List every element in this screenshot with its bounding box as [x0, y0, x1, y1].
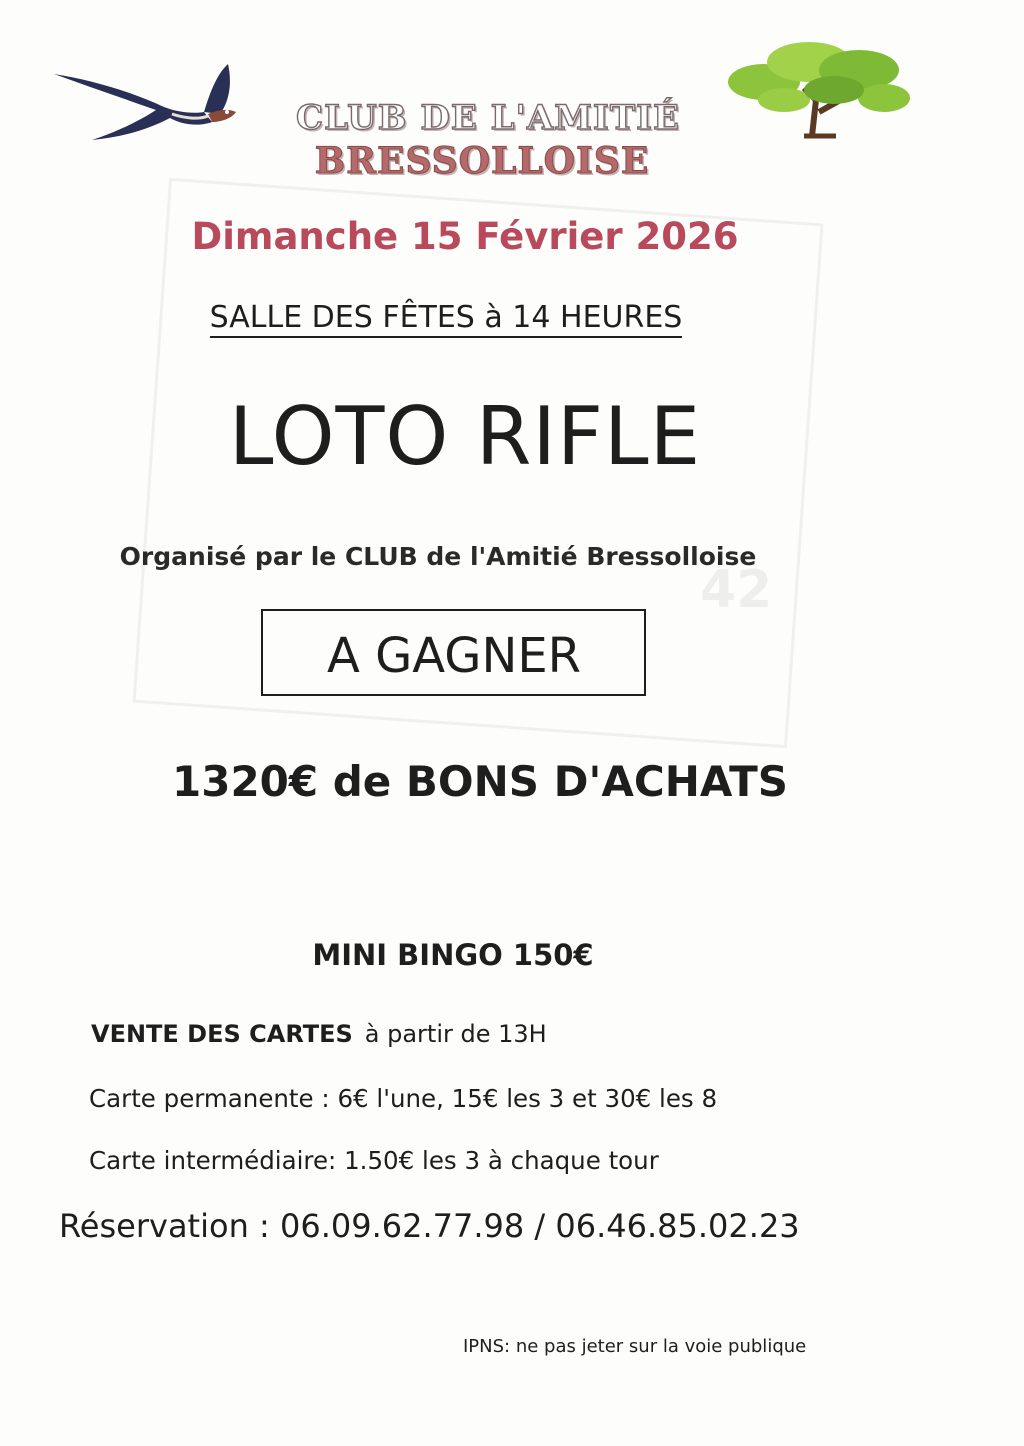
card-sale-time: à partir de 13H [364, 1020, 547, 1048]
intermediate-card-price: Carte intermédiaire: 1.50€ les 3 à chaque tour [89, 1146, 659, 1175]
permanent-card-price: Carte permanente : 6€ l'une, 15€ les 3 et 30€ les 8 [89, 1084, 718, 1113]
reservation-phones: Réservation : 06.09.62.77.98 / 06.46.85.02.23 [59, 1207, 800, 1245]
club-name-line1: CLUB DE L'AMITIÉ [296, 98, 680, 138]
scan-ghost-number: 42 [700, 560, 773, 620]
event-date: Dimanche 15 Février 2026 [191, 215, 739, 258]
prize-amount: 1320€ de BONS D'ACHATS [172, 757, 788, 806]
event-venue-text: SALLE DES FÊTES à 14 HEURES [210, 300, 683, 338]
event-title: LOTO RIFLE [228, 390, 702, 483]
mini-bingo: MINI BINGO 150€ [312, 938, 594, 972]
swallow-icon [52, 52, 242, 142]
win-label: A GAGNER [326, 628, 582, 684]
club-name-line2: BRESSOLLOISE [314, 140, 650, 182]
event-venue [0, 300, 892, 335]
card-sale-label: VENTE DES CARTES [91, 1020, 353, 1048]
card-sale-line [91, 1020, 547, 1048]
ipns-notice: IPNS: ne pas jeter sur la voie publique [463, 1336, 807, 1357]
event-organizer: Organisé par le CLUB de l'Amitié Bressolloise [119, 542, 757, 571]
tree-icon [724, 40, 914, 140]
club-header [0, 40, 1024, 190]
